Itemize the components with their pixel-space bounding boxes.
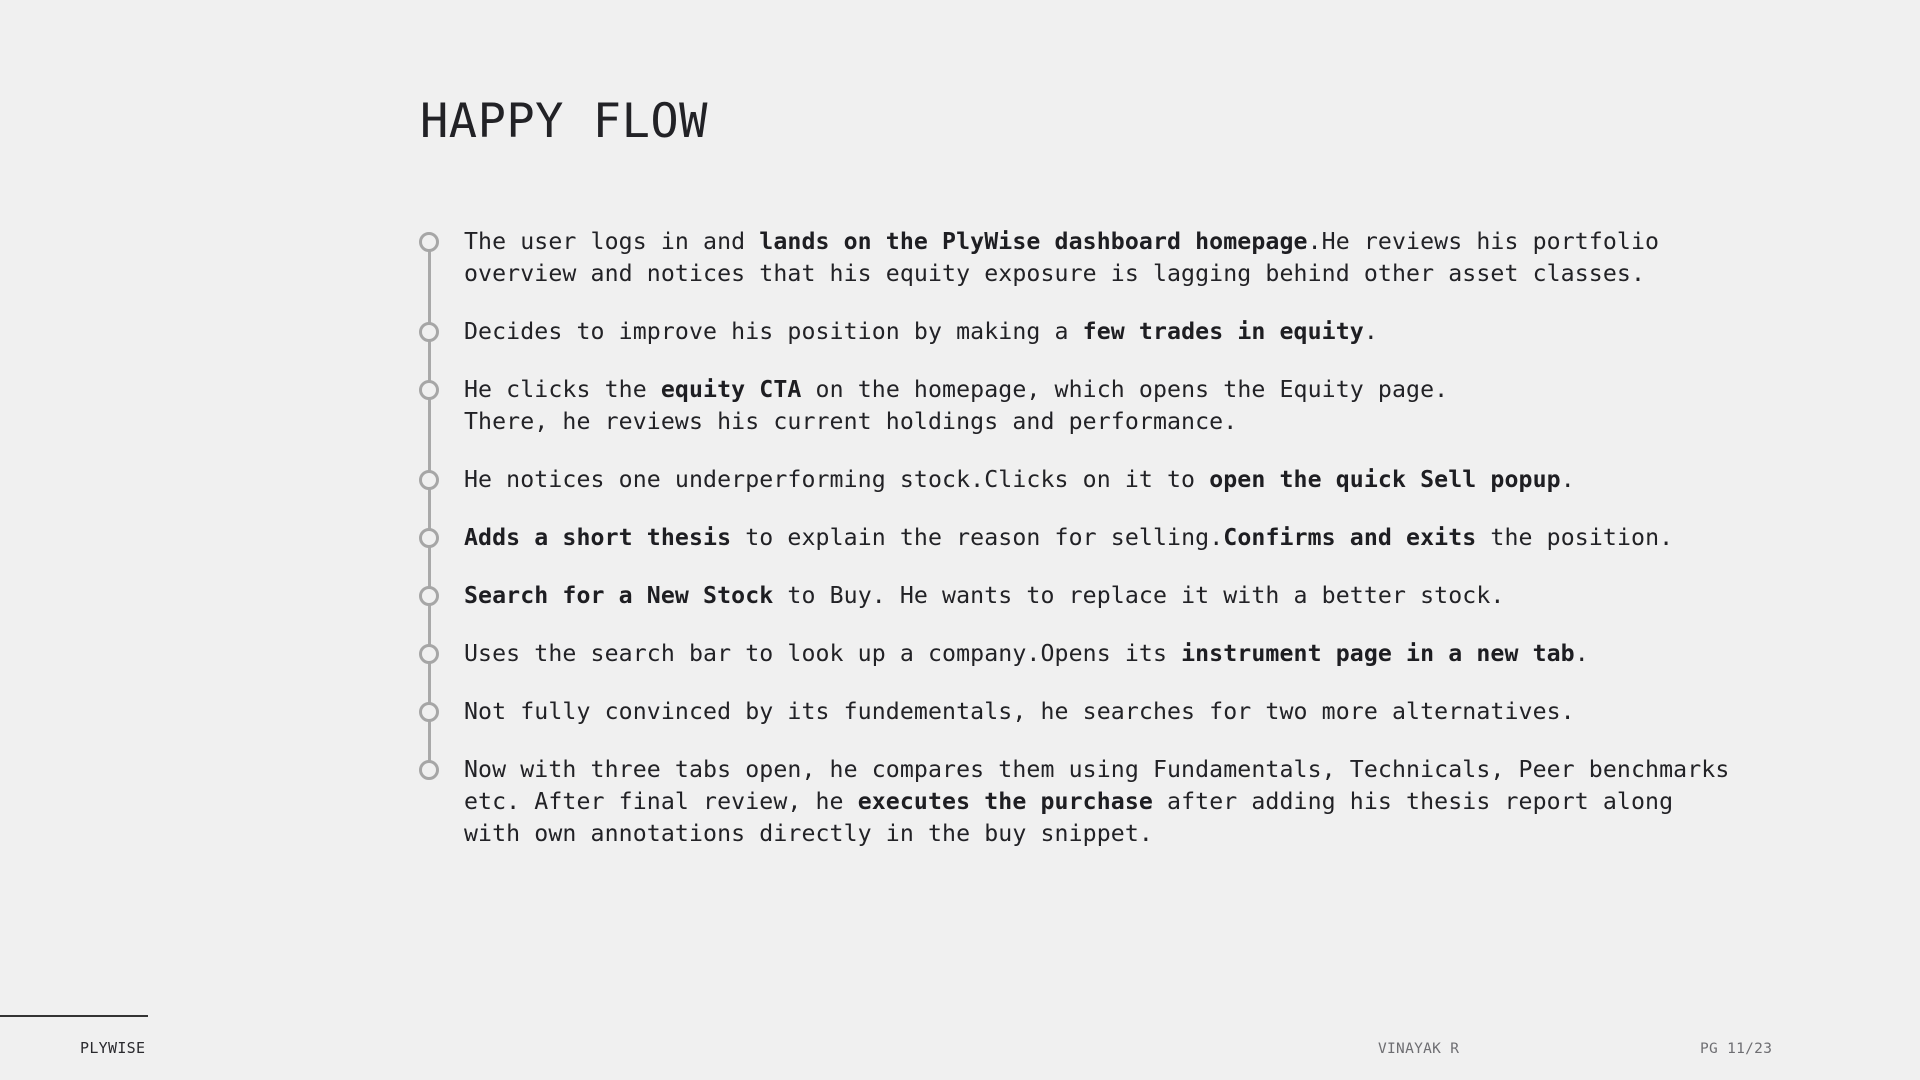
step-text: .He reviews his portfolio bbox=[1307, 228, 1660, 255]
footer-divider bbox=[0, 1015, 148, 1017]
step-text-emphasis: executes the purchase bbox=[857, 788, 1153, 815]
timeline-step bbox=[419, 522, 1819, 554]
timeline-step bbox=[419, 316, 1819, 348]
step-text-emphasis: Search for a New Stock bbox=[464, 582, 774, 609]
step-text: He notices one underperforming stock.Clicks on it to bbox=[464, 466, 1210, 493]
timeline-step bbox=[419, 464, 1819, 496]
step-text: He clicks the bbox=[464, 376, 661, 403]
step-text: to Buy. He wants to replace it with a better stock. bbox=[773, 582, 1505, 609]
step-circle-icon bbox=[419, 644, 439, 664]
step-circle-icon bbox=[419, 470, 439, 490]
step-text-line bbox=[464, 258, 1819, 290]
timeline-step bbox=[419, 696, 1819, 728]
step-text-line bbox=[464, 818, 1819, 850]
step-text-line bbox=[464, 786, 1819, 818]
step-circle-icon bbox=[419, 528, 439, 548]
step-text-emphasis: Confirms and exits bbox=[1223, 524, 1477, 551]
step-circle-icon bbox=[419, 760, 439, 780]
happy-flow-timeline bbox=[419, 226, 1819, 850]
step-text-emphasis: instrument page in a new tab bbox=[1181, 640, 1575, 667]
step-text: etc. After final review, he bbox=[464, 788, 858, 815]
step-text-emphasis: lands on the PlyWise dashboard homepage bbox=[759, 228, 1308, 255]
step-text: after adding his thesis report along bbox=[1152, 788, 1674, 815]
step-text: the position. bbox=[1476, 524, 1674, 551]
page-number: PG 11/23 bbox=[1700, 1041, 1773, 1057]
step-text-line bbox=[464, 696, 1819, 728]
step-text: . bbox=[1574, 640, 1589, 667]
step-text: with own annotations directly in the buy snippet. bbox=[464, 820, 1153, 847]
step-text: . bbox=[1363, 318, 1378, 345]
step-text-line bbox=[464, 316, 1819, 348]
step-circle-icon bbox=[419, 322, 439, 342]
footer-author: VINAYAK R bbox=[1378, 1041, 1460, 1057]
step-text: Now with three tabs open, he compares them using Fundamentals, Technicals, Peer benchmarks bbox=[464, 756, 1730, 783]
step-text: on the homepage, which opens the Equity page. bbox=[801, 376, 1449, 403]
step-text: overview and notices that his equity exposure is lagging behind other asset classes. bbox=[464, 260, 1646, 287]
step-text-emphasis: few trades in equity bbox=[1082, 318, 1364, 345]
timeline-step bbox=[419, 226, 1819, 290]
page-title: HAPPY FLOW bbox=[420, 94, 708, 149]
timeline-step bbox=[419, 754, 1819, 850]
timeline-step bbox=[419, 638, 1819, 670]
step-text-line bbox=[464, 754, 1819, 786]
step-text-line bbox=[464, 226, 1819, 258]
step-text-line bbox=[464, 374, 1819, 406]
step-text-line bbox=[464, 522, 1819, 554]
step-text: There, he reviews his current holdings and performance. bbox=[464, 408, 1238, 435]
step-text: Decides to improve his position by making a bbox=[464, 318, 1083, 345]
step-text: Uses the search bar to look up a company.Opens its bbox=[464, 640, 1182, 667]
step-text: . bbox=[1560, 466, 1575, 493]
step-circle-icon bbox=[419, 380, 439, 400]
step-text-line bbox=[464, 638, 1819, 670]
step-text-emphasis: open the quick Sell popup bbox=[1209, 466, 1561, 493]
timeline-step bbox=[419, 580, 1819, 612]
step-text-emphasis: Adds a short thesis bbox=[464, 524, 732, 551]
step-text-line bbox=[464, 464, 1819, 496]
timeline-step bbox=[419, 374, 1819, 438]
step-circle-icon bbox=[419, 702, 439, 722]
footer-brand: PLYWISE bbox=[80, 1039, 146, 1057]
step-text: Not fully convinced by its fundementals, he searches for two more alternatives. bbox=[464, 698, 1575, 725]
step-circle-icon bbox=[419, 586, 439, 606]
step-circle-icon bbox=[419, 232, 439, 252]
step-text-emphasis: equity CTA bbox=[660, 376, 802, 403]
step-text-line bbox=[464, 406, 1819, 438]
step-text: The user logs in and bbox=[464, 228, 760, 255]
step-text: to explain the reason for selling. bbox=[731, 524, 1224, 551]
step-text-line bbox=[464, 580, 1819, 612]
